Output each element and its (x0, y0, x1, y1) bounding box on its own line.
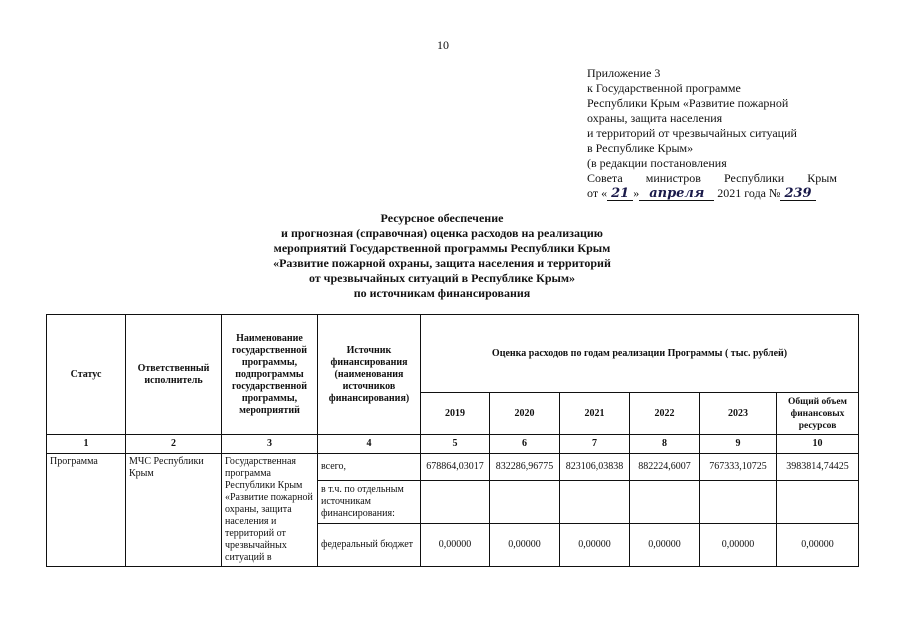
date-suffix: 2021 года № (717, 186, 781, 200)
header-year: 2021 (560, 393, 630, 435)
appendix-line: и территорий от чрезвычайных ситуаций (587, 126, 797, 140)
cell-status: Программа (47, 454, 126, 567)
appendix-line: (в редакции постановления (587, 156, 727, 170)
cell-source: в т.ч. по отдельным источникам финансирования: (318, 480, 421, 523)
appendix-date-line (587, 186, 837, 201)
cell-value (777, 480, 859, 523)
header-year: 2019 (421, 393, 490, 435)
cell-value: 0,00000 (700, 523, 777, 566)
appendix-council-line (587, 171, 837, 186)
column-index: 7 (560, 435, 630, 454)
appendix-line: к Государственной программе (587, 81, 741, 95)
header-status: Статус (47, 315, 126, 435)
column-index: 5 (421, 435, 490, 454)
document-title (220, 211, 664, 301)
cell-value (421, 480, 490, 523)
header-executor: Ответственный исполнитель (126, 315, 222, 435)
title-line: по источникам финансирования (353, 286, 531, 300)
page-number: 10 (437, 38, 449, 52)
appendix-line: охраны, защита населения (587, 111, 723, 125)
cell-value: 0,00000 (630, 523, 700, 566)
header-estimate: Оценка расходов по годам реализации Программы ( тыс. рублей) (421, 315, 859, 393)
column-index: 2 (126, 435, 222, 454)
cell-value (490, 480, 560, 523)
cell-value (700, 480, 777, 523)
cell-value: 767333,10725 (700, 454, 777, 481)
handwritten-day: 21 (607, 187, 633, 201)
title-line: и прогнозная (справочная) оценка расходов на реализацию (281, 226, 603, 240)
column-index: 9 (700, 435, 777, 454)
cell-executor: МЧС Республики Крым (126, 454, 222, 567)
cell-value: 832286,96775 (490, 454, 560, 481)
cell-source: федеральный бюджет (318, 523, 421, 566)
table-row (47, 454, 859, 481)
date-sep: » (633, 186, 640, 200)
council-word: Республики (724, 171, 785, 185)
column-index: 10 (777, 435, 859, 454)
council-word: Крым (807, 171, 837, 185)
title-line: Ресурсное обеспечение (380, 211, 504, 225)
date-prefix: от « (587, 186, 608, 200)
cell-value: 882224,6007 (630, 454, 700, 481)
header-year: 2022 (630, 393, 700, 435)
appendix-line: Республики Крым «Развитие пожарной (587, 96, 789, 110)
resource-table (46, 314, 859, 567)
title-line: «Развитие пожарной охраны, защита населения и территорий (273, 256, 611, 270)
appendix-block (587, 66, 837, 201)
cell-value: 678864,03017 (421, 454, 490, 481)
header-year: 2023 (700, 393, 777, 435)
appendix-line: Приложение 3 (587, 66, 661, 80)
cell-value: 0,00000 (560, 523, 630, 566)
cell-value (630, 480, 700, 523)
column-index: 8 (630, 435, 700, 454)
appendix-line: в Республике Крым» (587, 141, 694, 155)
title-line: от чрезвычайных ситуаций в Республике Крым» (308, 271, 576, 285)
column-index: 4 (318, 435, 421, 454)
handwritten-number: 239 (780, 187, 815, 201)
council-word: министров (645, 171, 701, 185)
column-index: 1 (47, 435, 126, 454)
header-name: Наименование государственной программы, подпрограммы государственной программы, мероприятий (222, 315, 318, 435)
cell-value: 823106,03838 (560, 454, 630, 481)
cell-value: 0,00000 (490, 523, 560, 566)
cell-value: 0,00000 (421, 523, 490, 566)
cell-value: 3983814,74425 (777, 454, 859, 481)
header-source: Источник финансирования (наименования источников финансирования) (318, 315, 421, 435)
council-word: Совета (587, 171, 623, 185)
header-year: 2020 (490, 393, 560, 435)
cell-program-name: Государственная программа Республики Крым «Развитие пожарной охраны, защита населения и территорий от чрезвычайных ситуаций в (222, 454, 318, 567)
column-index: 6 (490, 435, 560, 454)
cell-source: всего, (318, 454, 421, 481)
cell-value: 0,00000 (777, 523, 859, 566)
title-line: мероприятий Государственной программы Республики Крым (273, 241, 611, 255)
cell-value (560, 480, 630, 523)
header-total: Общий объем финансовых ресурсов (777, 393, 859, 435)
column-index: 3 (222, 435, 318, 454)
handwritten-month: апреля (639, 187, 714, 201)
